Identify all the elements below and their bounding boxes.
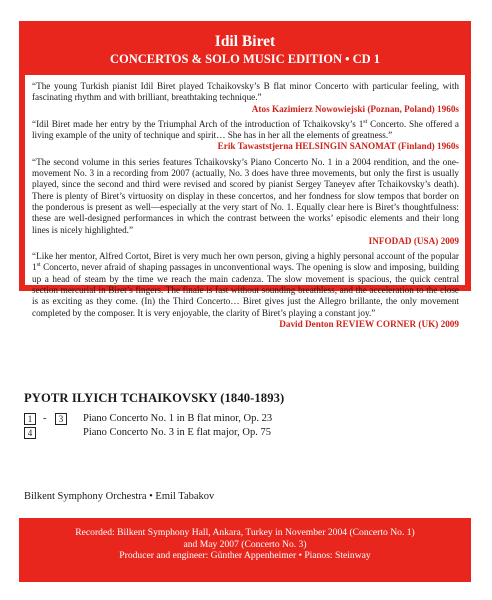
review-4 [32,251,459,330]
review-source: David Denton REVIEW CORNER (UK) 2009 [279,318,459,329]
review-3 [32,157,459,247]
notes-panel [19,21,471,329]
track-work: Piano Concerto No. 1 in B flat minor, Op. 23 [83,413,273,424]
recording-line: and May 2007 (Concerto No. 3) [183,538,307,550]
track-range-dash: - [43,413,47,424]
review-source: Atos Kazimierz Nowowiejski (Poznan, Poland) 1960s [251,103,459,114]
track-number: 1 [24,413,36,425]
review-text: “The young Turkish pianist Idil Biret played Tchaikovsky’s B flat minor Concerto with particular feeling, with fascinating rhythm and with brilliant, breathtaking technique.” [32,81,459,103]
review-2 [32,119,459,153]
producer-line: Producer and engineer: Günther Appenheimer • Pianos: Steinway [119,550,371,562]
review-source: INFODAD (USA) 2009 [368,235,459,246]
track-number: 3 [55,413,67,425]
recording-line: Recorded: Bilkent Symphony Hall, Ankara, Turkey in November 2004 (Concerto No. 1) [75,527,415,538]
reviews-box [25,75,465,329]
review-text: “Like her mentor, Alfred Cortot, Biret is very much her own person, giving a highly personal account of the popular 1st Concerto, never afraid of shaping passages in unconventional ways. The opening is slow and imposing, building up a head of steam by the time we reach the main cadenza. The slow movement is spacious, the quick central section mercurial in Biret’s fingers. The finale is fast without sounding breathless, and the acceleration to the close is as exciting as they come. (In) the Third Concerto… Biret gives just the Allegro brillante, the only movement completed by the composer. It is very enjoyable, the clarity of Biret’s playing a constant joy.” David Denton REVIEW CORNER (UK) 2009 [32,251,459,329]
track-number: 4 [24,427,36,439]
track-work: Piano Concerto No. 3 in E flat major, Op. 75 [83,427,271,438]
review-1 [32,81,459,115]
edition-subtitle: CONCERTOS & SOLO MUSIC EDITION • CD 1 [109,52,381,66]
composer-heading: PYOTR ILYICH TCHAIKOVSKY (1840-1893) [24,391,285,405]
recording-info-box [19,518,471,582]
review-text: “The second volume in this series features Tchaikovsky’s Piano Concerto No. 1 in a 2004 rendition, and the one-movement No. 3 in a recording from 2007 (actually, No. 3 does have three movements, but only the first is usually played, since the second and third were revised and scored by pianist Sergey Taneyev after Tchaikovsky’s death). There is plenty of Biret’s virtuosity on display in these concertos, and her fondness for slow tempos that border on the ponderous is present as well—especially at the very start of No. 1. Equally clear here is Biret’s thoughtfulness: these are well-designed performances in which the contrast between the works’ episodic elements and their long lines is nicely highlighted.” [32,156,459,235]
review-source: Erik Tawaststjerna HELSINGIN SANOMAT (Finland) 1960s [217,141,459,152]
artist-title: Idil Biret [214,33,276,50]
review-text: “Idil Biret made her entry by the Triumphal Arch of the introduction of Tchaikovsky’s 1st Concerto. She offered a living example of the unity of technique and spirit… She has in her all the elements of greatness.” Erik Tawaststjerna HELSINGIN SANOMAT (Finland) 1960s [32,118,459,152]
performers-line: Bilkent Symphony Orchestra • Emil Tabakov [24,491,215,502]
